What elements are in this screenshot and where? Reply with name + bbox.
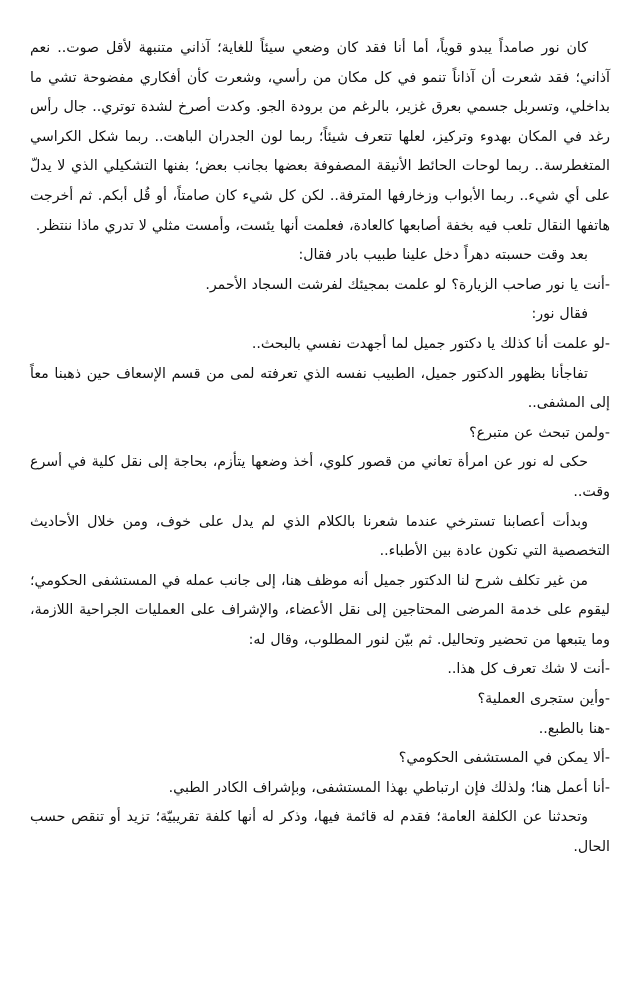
dialogue-line: -هنا بالطبع.. [538, 720, 610, 737]
dialogue-line: -أنت يا نور صاحب الزيارة؟ لو علمت بمجيئك لفرشت السجاد الأحمر. [205, 276, 610, 293]
dialogue-line: -وأين ستجرى العملية؟ [477, 691, 610, 708]
dialogue-line: -لو علمت أنا كذلك يا دكتور جميل لما أجهدت نفسي بالبحث.. [251, 335, 610, 352]
dialogue-line: -ولمن تبحث عن متبرع؟ [469, 424, 610, 441]
paragraph: كان نور صامداً يبدو قوياً، أما أنا فقد كان وضعي سيئاً للغاية؛ آذاني متنبهة لأقل صوت.. نعم آذاني؛ فقد شعرت أن آذاناً تنمو في كل مكان من رأسي، وشعرت كأن أفكاري مفضوحة تشي ما بداخلي، وتسربل جسمي بعرق غزير، بالرغم من برودة الجو. وكدت أصرخ لشدة توتري.. جال رأس رغد في المكان بهدوء وتركيز، لعلها تتعرف شيئاً؛ ربما لون الجدران الباهت.. ربما شكل الكراسي المتغطرسة.. ربما لوحات الحائط الأنيقة المصفوفة بعضها بجانب بعض؛ بفنها التشكيلي الذي لا يدلّ على أي شيء.. ربما الأبواب وزخارفها المترفة.. لكن كل شيء كان صامتاً، أو قُل أبكم. ثم أخرجت هاتفها النقال تلعب فيه بخفة أصابعها كالعادة، فعلمت أنها يئست، وأمست مثلي لا تدري ماذا ننتظر. [30, 40, 610, 234]
paragraph: وبدأت أعصابنا تسترخي عندما شعرنا بالكلام الذي لم يدل على خوف، ومن خلال الأحاديث التخصصية التي تكون عادة بين الأطباء.. [30, 513, 610, 560]
dialogue-line: -أنا أعمل هنا؛ ولذلك فإن ارتباطي بهذا المستشفى، وبإشراف الكادر الطبي. [168, 779, 610, 796]
dialogue-line: -ألا يمكن في المستشفى الحكومي؟ [398, 750, 610, 767]
dialogue-line: -أنت لا شك تعرف كل هذا.. [447, 661, 610, 678]
paragraph: تفاجأنا بظهور الدكتور جميل، الطبيب نفسه الذي تعرفته لمى من قسم الإسعاف حين ذهبنا معاً إلى المشفى.. [30, 365, 610, 412]
paragraph: فقال نور: [531, 306, 588, 323]
paragraph: وتحدثنا عن الكلفة العامة؛ فقدم له قائمة فيها، وذكر له أنها كلفة تقريبيّة؛ تزيد أو تنقص حسب الحال. [30, 809, 610, 856]
paragraph: بعد وقت حسبته دهراً دخل علينا طبيب بادر فقال: [298, 247, 588, 264]
paragraph: من غير تكلف شرح لنا الدكتور جميل أنه موظف هنا، إلى جانب عمله في المستشفى الحكومي؛ ليقوم على خدمة المرضى المحتاجين إلى نقل الأعضاء، والإشراف على العمليات الجراحية اللازمة، وما يتبعها من تحضير وتحاليل. ثم بيّن لنور المطلوب، وقال له: [30, 572, 610, 648]
paragraph: حكى له نور عن امرأة تعاني من قصور كلوي، أخذ وضعها يتأزم، بحاجة إلى نقل كلية في أسرع وقت.. [30, 454, 610, 500]
